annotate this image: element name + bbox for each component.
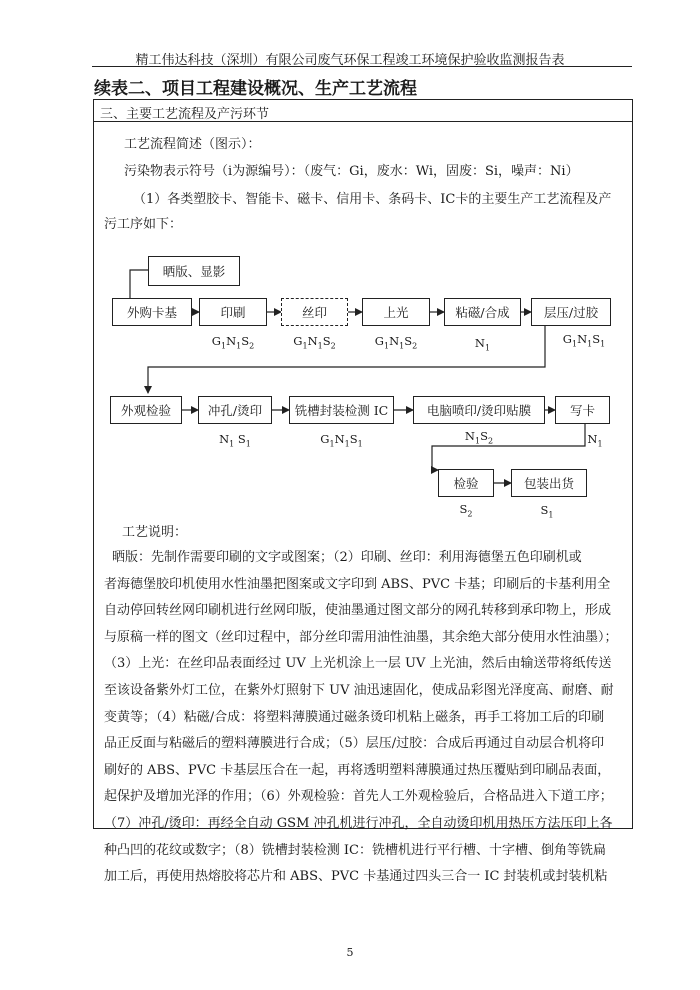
explanation-paragraph bbox=[104, 545, 629, 891]
pollutant-yinshua: $G_1N_1S_2$ bbox=[211, 334, 255, 351]
box-xicao: 铣槽封装检测 IC bbox=[289, 396, 394, 424]
explanation-line: 者海德堡胶印机使用水性油墨把图案或文字印到 ABS、PVC 卡基；印刷后的卡基利用全 bbox=[104, 576, 611, 592]
box-siyin: 丝印 bbox=[281, 298, 348, 326]
intro-line-3: （1）各类塑胶卡、智能卡、磁卡、信用卡、条码卡、IC卡的主要生产工艺流程及产 bbox=[133, 192, 612, 207]
pollutant-diannao: $N_1S_2$ bbox=[464, 429, 494, 446]
pollutant-xieka: $N_1$ bbox=[587, 432, 603, 449]
box-xieka: 写卡 bbox=[555, 396, 610, 424]
box-waigou: 外购卡基 bbox=[112, 298, 192, 326]
intro-line-1: 工艺流程简述（图示）： bbox=[124, 137, 261, 152]
explanation-line: 品正反面与粘磁后的塑料薄膜进行合成；（5）层压/过胶：合成后再通过自动层合机将印 bbox=[104, 736, 605, 752]
box-shangguang: 上光 bbox=[362, 298, 430, 326]
explanation-line: 加工后，再使用热熔胶将芯片和 ABS、PVC 卡基通过四头三合一 IC 封装机或封装机粘 bbox=[104, 869, 608, 885]
report-header: 精工伟达科技（深圳）有限公司废气环保工程竣工环境保护验收监测报告表 bbox=[135, 53, 565, 68]
explanation-line: 与原稿一样的图文（丝印过程中，部分丝印需用油性油墨，其余绝大部分使用水性油墨）； bbox=[104, 629, 618, 645]
frame-heading: 三、主要工艺流程及产污环节 bbox=[100, 107, 270, 122]
box-niancihe: 粘磁/合成 bbox=[444, 298, 521, 326]
box-diannao: 电脑喷印/烫印贴膜 bbox=[413, 396, 545, 424]
explanation-line: 变黄等；（4）粘磁/合成：将塑料薄膜通过磁条烫印机粘上磁条，再手工将加工后的印刷 bbox=[104, 709, 605, 725]
box-shaiban: 晒版、显影 bbox=[148, 256, 240, 286]
explanation-line: 晒版：先制作需要印刷的文字或图案；（2）印刷、丝印：利用海德堡五色印刷机或 bbox=[112, 550, 582, 565]
explanation-line: 起保护及增加光泽的作用；（6）外观检验：首先人工外观检验后，合格品进入下道工序； bbox=[104, 789, 613, 805]
explanation-line: 自动停回转丝网印刷机进行丝网印版，使油墨通过图文部分的网孔转移到承印物上，形成 bbox=[104, 603, 612, 619]
pollutant-baozhuang: $S_1$ bbox=[540, 503, 554, 520]
explanation-line: （7）冲孔/烫印：再经全自动 GSM 冲孔机进行冲孔，全自动烫印机用热压方法压印上各 bbox=[104, 815, 613, 831]
box-chongkong: 冲孔/烫印 bbox=[198, 396, 272, 424]
pollutant-siyin: $G_1N_1S_2$ bbox=[293, 334, 336, 351]
explanation-title: 工艺说明： bbox=[122, 525, 188, 540]
box-yinshua: 印刷 bbox=[199, 298, 267, 326]
box-jianyan: 检验 bbox=[438, 469, 494, 497]
explanation-line: （3）上光：在丝印品表面经过 UV 上光机涂上一层 UV 上光油，然后由输送带将纸传送 bbox=[104, 656, 612, 672]
pollutant-shangguang: $G_1N_1S_2$ bbox=[374, 334, 418, 351]
box-waiguan: 外观检验 bbox=[110, 396, 182, 424]
explanation-line: 刷好的 ABS、PVC 卡基层压合在一起，再将透明塑料薄膜通过热压覆贴到印刷品表面， bbox=[104, 762, 611, 778]
pollutant-niancihe: $N_1$ bbox=[474, 336, 491, 353]
explanation-line: 至该设备紫外灯工位，在紫外灯照射下 UV 油迅速固化，使成品彩图光泽度高、耐磨、耐 bbox=[104, 682, 614, 698]
intro-line-2: 污染物表示符号（i为源编号）：（废气：Gi，废水：Wi，固废：Si，噪声：Ni） bbox=[124, 164, 579, 179]
pollutant-chongkong: $N_1$ $S_1$ bbox=[219, 432, 251, 449]
pollutant-jianyan: $S_2$ bbox=[459, 502, 473, 519]
box-baozhuang: 包装出货 bbox=[511, 469, 587, 497]
page-number: 5 bbox=[346, 946, 354, 959]
explanation-line: 种凸凹的花纹或数字；（8）铣槽封装检测 IC：铣槽机进行平行槽、十字槽、倒角等铣扁 bbox=[104, 842, 606, 858]
pollutant-xicao: $G_1N_1S_1$ bbox=[320, 432, 363, 449]
section-title: 续表二、项目工程建设概况、生产工艺流程 bbox=[94, 79, 417, 99]
intro-line-4: 污工序如下： bbox=[104, 217, 183, 232]
box-cengya: 层压/过胶 bbox=[531, 298, 611, 326]
pollutant-cengya: $G_1N_1S_1$ bbox=[562, 332, 606, 349]
